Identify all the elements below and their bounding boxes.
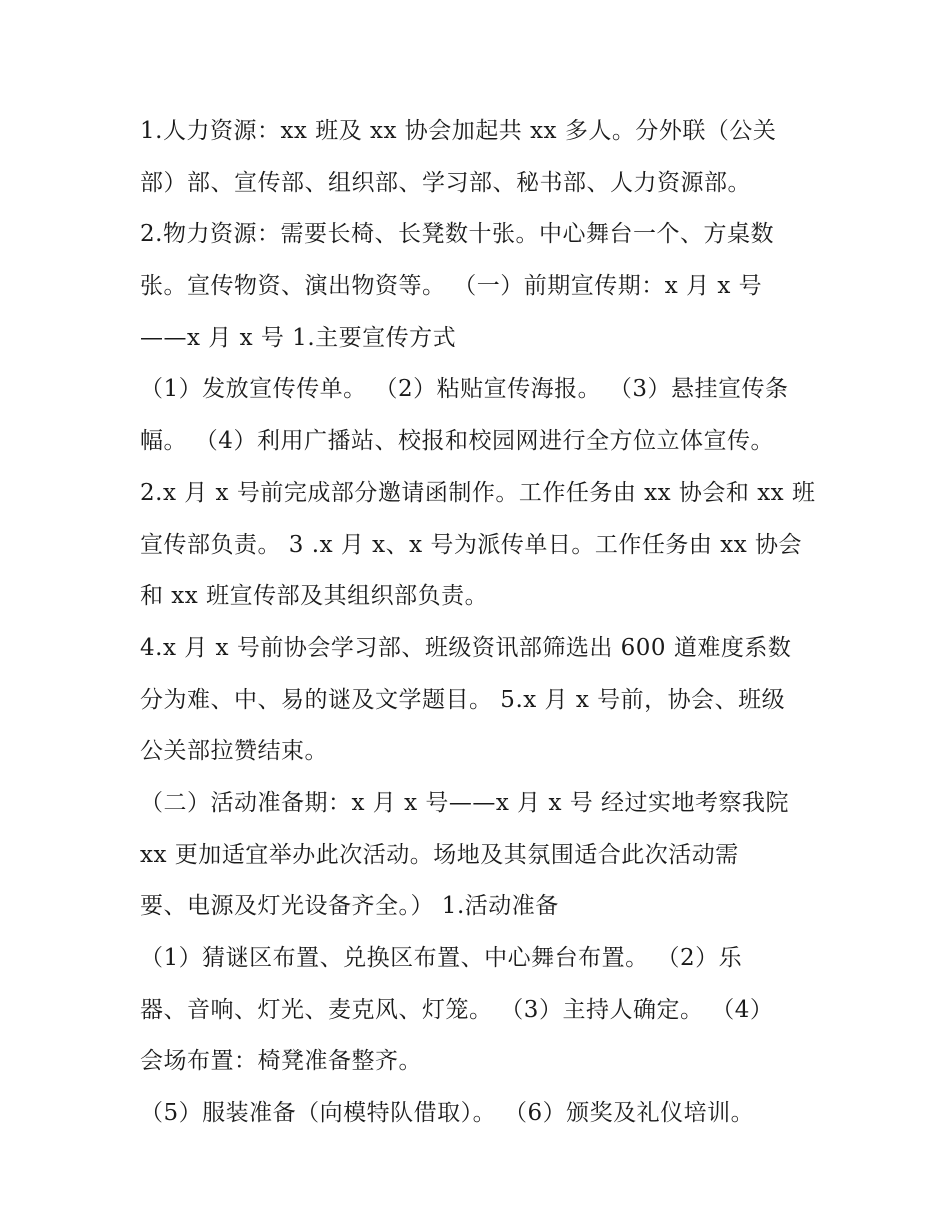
text-line: 部）部、宣传部、组织部、学习部、秘书部、人力资源部。 <box>140 169 751 196</box>
text-line: xx 更加适宜举办此次活动。场地及其氛围适合此次活动需 <box>140 841 739 868</box>
text-line: 和 xx 班宣传部及其组织部负责。 <box>140 583 489 610</box>
document-body <box>140 106 830 1140</box>
text-line: ——x 月 x 号 1.主要宣传方式 <box>140 324 457 351</box>
text-line: 张。宣传物资、演出物资等。 （一）前期宣传期：x 月 x 号 <box>140 273 763 300</box>
text-line: 4.x 月 x 号前协会学习部、班级资讯部筛选出 600 道难度系数 <box>140 634 792 661</box>
text-line: （1）发放宣传传单。 （2）粘贴宣传海报。 （3）悬挂宣传条 <box>140 376 789 403</box>
text-line: 公关部拉赞结束。 <box>140 738 328 765</box>
text-line: 分为难、中、易的谜及文学题目。 5.x 月 x 号前，协会、班级 <box>140 686 786 713</box>
text-line: 2.物力资源：需要长椅、长凳数十张。中心舞台一个、方桌数 <box>140 221 774 248</box>
text-line: 器、音响、灯光、麦克风、灯笼。 （3）主持人确定。 （4） <box>140 996 774 1023</box>
text-line: （二）活动准备期：x 月 x 号——x 月 x 号 经过实地考察我院 <box>140 789 790 816</box>
text-line: 2.x 月 x 号前完成部分邀请函制作。工作任务由 xx 协会和 xx 班 <box>140 479 816 506</box>
text-line: （1）猜谜区布置、兑换区布置、中心舞台布置。 （2）乐 <box>140 945 743 971</box>
text-line: 要、电源及灯光设备齐全。） 1.活动准备 <box>140 893 559 920</box>
text-line: 幅。 （4）利用广播站、校报和校园网进行全方位立体宣传。 <box>140 428 774 455</box>
text-line: （5）服装准备（向模特队借取）。 （6）颁奖及礼仪培训。 <box>140 1100 755 1127</box>
text-line: 宣传部负责。 3 .x 月 x、x 号为派传单日。工作任务由 xx 协会 <box>140 531 802 558</box>
text-line: 1.人力资源：xx 班及 xx 协会加起共 xx 多人。分外联（公关 <box>140 118 777 144</box>
text-line: 会场布置：椅凳准备整齐。 <box>140 1048 422 1075</box>
